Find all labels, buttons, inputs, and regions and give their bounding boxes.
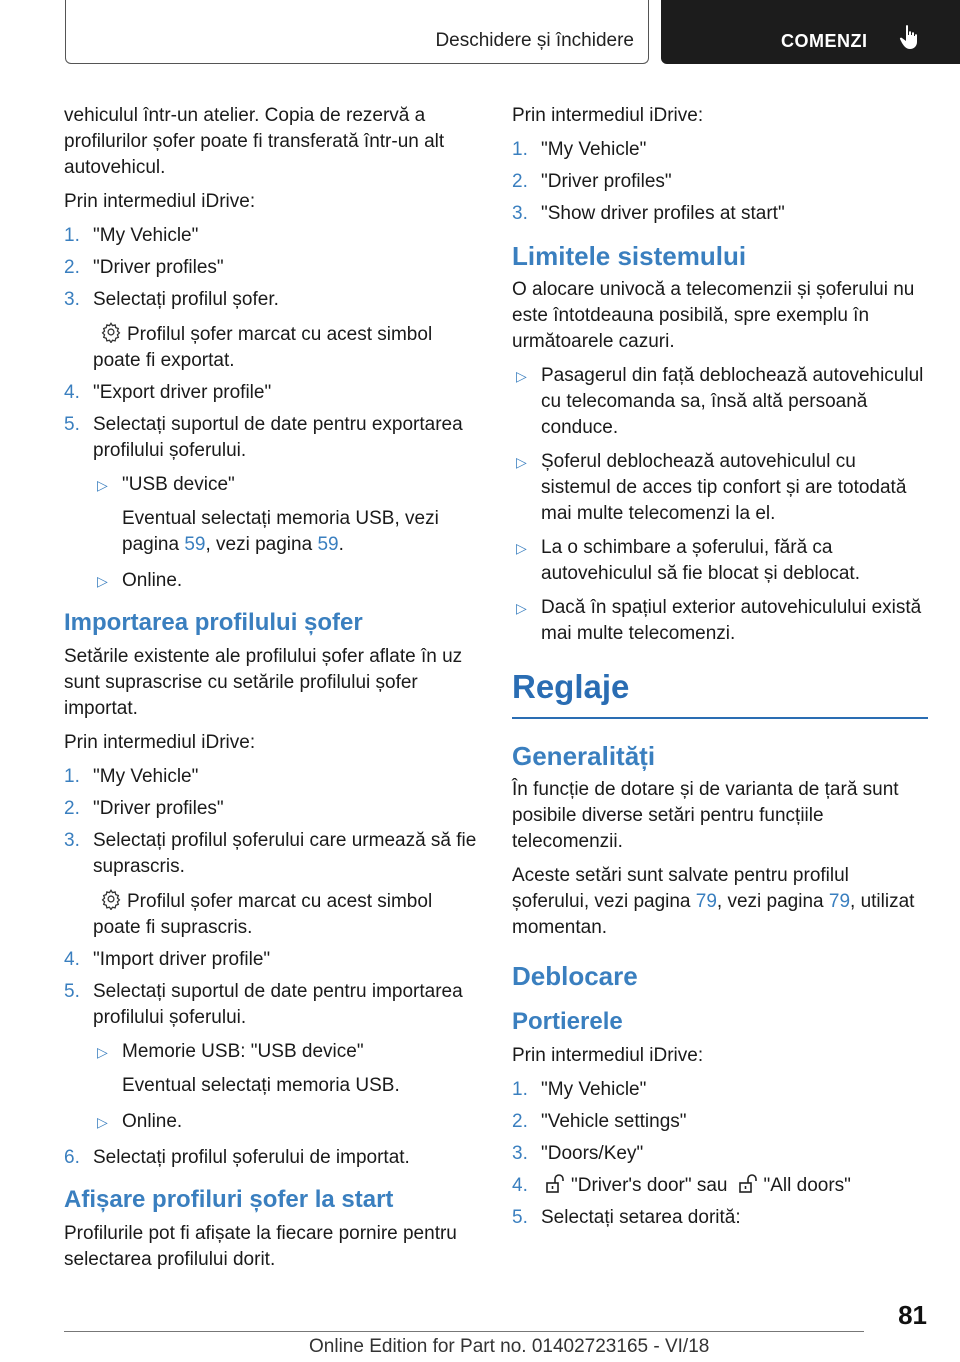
- sub-text: Online.: [122, 570, 183, 591]
- step-number: 1.: [512, 1079, 528, 1100]
- gear-icon: [100, 888, 122, 910]
- left-column: [64, 103, 478, 1281]
- page-number: 81: [898, 1300, 927, 1330]
- chapter-title: Deschidere și închidere: [435, 30, 634, 51]
- bullet-text: Dacă în spațiul exterior autovehiculului există mai multe telecomenzi.: [541, 597, 922, 644]
- list-item: [512, 595, 928, 647]
- gear-icon: [100, 321, 122, 343]
- step-text: Selectați suportul de date pentru exportarea profilului șoferului.: [93, 414, 463, 461]
- list-item: [64, 947, 478, 973]
- list-item: [512, 137, 928, 163]
- note-text: , vezi pagina: [205, 534, 318, 555]
- triangle-bullet-icon: ▷: [97, 573, 108, 589]
- list-item: [512, 1141, 928, 1167]
- list-item: [512, 1205, 928, 1231]
- export-steps: [64, 223, 478, 594]
- triangle-bullet-icon: ▷: [516, 600, 527, 616]
- note-text: .: [338, 534, 344, 555]
- section-tab: [661, 0, 960, 64]
- step-number: 4.: [64, 382, 80, 403]
- sub-item: [93, 1039, 478, 1099]
- heading-rule: [512, 717, 928, 719]
- step-number: 1.: [512, 139, 528, 160]
- paragraph: [512, 863, 928, 941]
- step-text: "Import driver profile": [93, 949, 271, 970]
- list-item: [64, 828, 478, 941]
- step-number: 1.: [64, 766, 80, 787]
- step-number: 2.: [512, 1111, 528, 1132]
- import-options: [93, 1039, 478, 1135]
- export-options: [93, 472, 478, 594]
- section-heading: Limitele sistemului: [512, 241, 747, 271]
- step-note: [93, 888, 478, 941]
- list-item: [512, 169, 928, 195]
- page-link[interactable]: 59: [317, 534, 339, 555]
- list-item: [64, 287, 478, 374]
- step-text: "Doors/Key": [541, 1143, 644, 1164]
- page-link[interactable]: 59: [184, 534, 206, 555]
- step-number: 3.: [512, 1143, 528, 1164]
- step-note: [93, 321, 478, 374]
- step-number: 1.: [64, 225, 80, 246]
- section-heading: Afișare profiluri șofer la start: [64, 1186, 394, 1213]
- section-heading: Deblocare: [512, 961, 638, 991]
- limits-list: [512, 363, 928, 647]
- step-text: "Driver profiles": [541, 171, 672, 192]
- step-number: 2.: [512, 171, 528, 192]
- list-item: [512, 1109, 928, 1135]
- list-item: [512, 449, 928, 527]
- page-link[interactable]: 79: [828, 891, 851, 912]
- paragraph: Prin intermediul iDrive:: [64, 732, 256, 753]
- list-item: [64, 764, 478, 790]
- step-text: "My Vehicle": [93, 766, 199, 787]
- step-number: 2.: [64, 257, 80, 278]
- paragraph: Prin intermediul iDrive:: [512, 105, 704, 126]
- import-steps: [64, 764, 478, 1171]
- triangle-bullet-icon: ▷: [97, 477, 108, 493]
- section-heading: Importarea profilului șofer: [64, 609, 363, 636]
- step-text: "My Vehicle": [541, 1079, 647, 1100]
- step-text: "All doors": [763, 1175, 851, 1196]
- triangle-bullet-icon: ▷: [97, 1114, 108, 1130]
- start-steps: [512, 137, 928, 227]
- triangle-bullet-icon: ▷: [97, 1044, 108, 1060]
- footer-rule: [64, 1331, 864, 1332]
- step-text: Selectați suportul de date pentru importarea profilului șoferului.: [93, 981, 463, 1028]
- step-text: "Driver profiles": [93, 257, 224, 278]
- subsection-heading: Portierele: [512, 1008, 623, 1035]
- list-item: [64, 380, 478, 406]
- note-text: Profilul șofer marcat cu acest simbol poate fi exportat.: [93, 324, 433, 371]
- step-text: Selectați profilul șoferului care urmează să fie suprascris.: [93, 830, 477, 877]
- chapter-heading: Reglaje: [512, 668, 630, 705]
- section-title: COMENZI: [781, 31, 868, 51]
- unlock-icon: [545, 1174, 567, 1194]
- list-item: [64, 979, 478, 1135]
- note-text: Profilul șofer marcat cu acest simbol poate fi suprascris.: [93, 891, 433, 938]
- sub-text: Online.: [122, 1111, 183, 1132]
- triangle-bullet-icon: ▷: [516, 368, 527, 384]
- step-number: 5.: [512, 1207, 528, 1228]
- sub-item: [93, 1109, 478, 1135]
- door-steps: [512, 1077, 928, 1231]
- step-number: 5.: [64, 414, 80, 435]
- step-number: 6.: [64, 1147, 80, 1168]
- step-number: 3.: [512, 203, 528, 224]
- sub-note: [122, 506, 478, 558]
- list-item: [64, 796, 478, 822]
- sub-item: [93, 472, 478, 558]
- paragraph: Prin intermediul iDrive:: [64, 191, 256, 212]
- step-text: Selectați setarea dorită:: [541, 1207, 741, 1228]
- paragraph: O alocare univocă a telecomenzii și șoferului nu este întotdeauna posibilă, spre exemplu în următoarele cazuri.: [512, 279, 915, 352]
- sub-note: Eventual selectați memoria USB.: [122, 1075, 400, 1096]
- step-text: "Export driver profile": [93, 382, 272, 403]
- sub-item: [93, 568, 478, 594]
- list-item: [64, 223, 478, 249]
- hand-pointer-icon: [899, 24, 919, 50]
- list-item: [512, 201, 928, 227]
- step-number: 2.: [64, 798, 80, 819]
- list-item: [512, 363, 928, 441]
- page-link[interactable]: 79: [695, 891, 717, 912]
- step-number: 4.: [512, 1175, 528, 1196]
- step-text: "Vehicle settings": [541, 1111, 687, 1132]
- step-text: "Driver profiles": [93, 798, 224, 819]
- step-number: 4.: [64, 949, 80, 970]
- list-item: [512, 1173, 928, 1199]
- step-text: "My Vehicle": [93, 225, 199, 246]
- triangle-bullet-icon: ▷: [516, 454, 527, 470]
- sub-text: Memorie USB: "USB device": [122, 1041, 364, 1062]
- text: , vezi pagina: [716, 891, 829, 912]
- bullet-text: La o schimbare a șoferului, fără ca autovehiculul să fie blocat și deblocat.: [541, 537, 860, 584]
- paragraph: vehiculul într-un atelier. Copia de rezervă a profilurilor șofer poate fi transferată într-un alt autovehicul.: [64, 105, 445, 178]
- note-text: Eventual selectați memoria USB, vezi pagina: [122, 508, 439, 555]
- list-item: [512, 1077, 928, 1103]
- text: Aceste setări sunt salvate pentru profilul șoferului, vezi pagina: [512, 865, 849, 912]
- chapter-tab: [65, 0, 649, 64]
- list-item: [64, 1145, 478, 1171]
- step-text: "My Vehicle": [541, 139, 647, 160]
- bullet-text: Pasagerul din față deblochează autovehiculul cu telecomanda sa, însă altă persoană conduce.: [541, 365, 924, 438]
- right-column: [512, 103, 928, 1237]
- section-heading: Generalități: [512, 741, 656, 771]
- list-item: [64, 255, 478, 281]
- paragraph: Prin intermediul iDrive:: [512, 1045, 704, 1066]
- step-number: 3.: [64, 830, 80, 851]
- step-number: 5.: [64, 981, 80, 1002]
- paragraph: În funcție de dotare și de varianta de țară sunt posibile diverse setări pentru funcțiile telecomenzii.: [512, 779, 899, 852]
- step-number: 3.: [64, 289, 80, 310]
- text: , utilizat momentan.: [512, 891, 915, 938]
- step-text: "Driver's door" sau: [571, 1175, 728, 1196]
- step-text: Selectați profilul șofer.: [93, 289, 279, 310]
- paragraph: Profilurile pot fi afișate la fiecare pornire pentru selectarea profilului dorit.: [64, 1223, 457, 1270]
- triangle-bullet-icon: ▷: [516, 540, 527, 556]
- list-item: [512, 535, 928, 587]
- bullet-text: Șoferul deblochează autovehiculul cu sistemul de acces tip confort și are totodată mai multe telecomenzi la el.: [541, 451, 907, 524]
- step-text: Selectați profilul șoferului de importat.: [93, 1147, 410, 1168]
- sub-text: "USB device": [122, 474, 235, 495]
- paragraph: Setările existente ale profilului șofer aflate în uz sunt suprascrise cu setările profilului șofer importat.: [64, 646, 463, 719]
- unlock-icon: [738, 1174, 760, 1194]
- footer-edition: Online Edition for Part no. 01402723165 - VI/18: [309, 1336, 710, 1357]
- step-text: "Show driver profiles at start": [541, 203, 785, 224]
- list-item: [64, 412, 478, 594]
